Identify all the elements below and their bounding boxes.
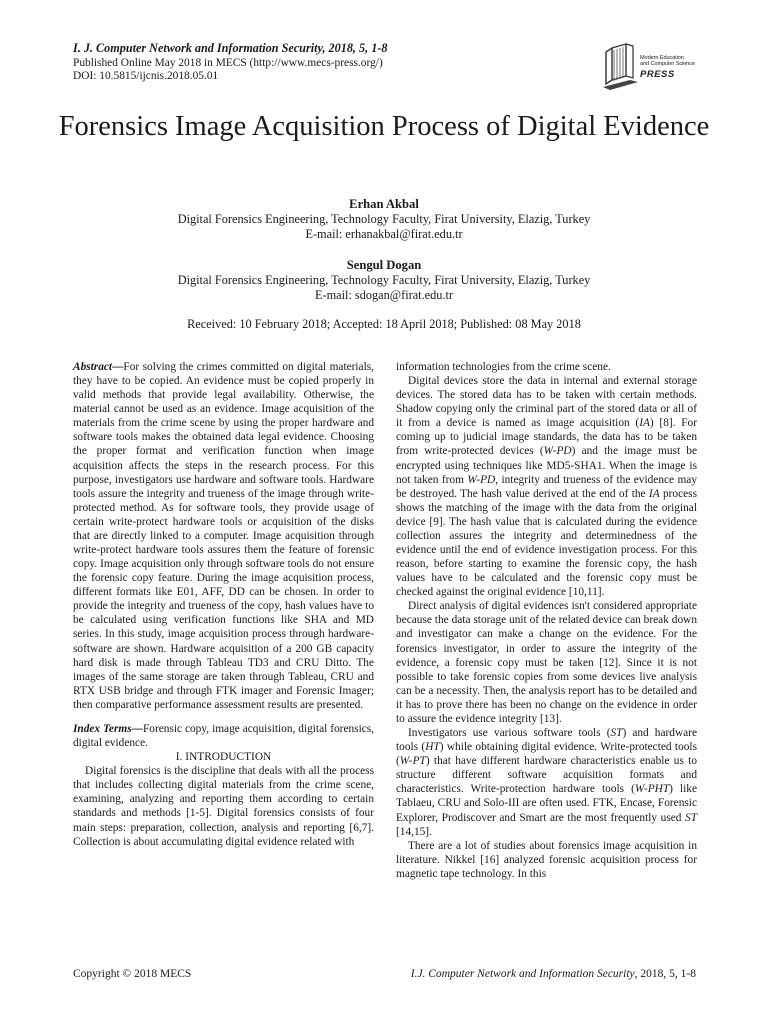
abstract-text: For solving the crimes committed on digital materials, they have to be copied. An evidence must be copied properly in valid methods that provide legal availability. Otherwise, the material cannot be used as an evidence. Image acquisition of the materials from the crime scene by using the proper hardware and software tools makes the obtained data legal evidence. Choosing the proper format and verification function when image acquisition affects the steps in the research process. For this purpose, investigators use hardware and software tools. Hardware tools assure the integrity and trueness of the image through write-protected method. As for software tools, they provide usage of certain write-protect hardware tools or acquisition of the disks that are directly linked to a computer. Image acquisition through write-protect hardware tools assures them the feature of forensic copy. Image acquisition only through software tools do not ensure the forensic copy feature. During the image acquisition process, different formats like E01, AFF, DD can be chosen. In order to provide the integrity and trueness of the copy, hash values have to be calculated using verification functions like SHA and MD series. In this study, image acquisition process through hardware-software are shown. Hardware acquisition of a 200 GB capacity hard disk is made through Tableau TD3 and CRU Ditto. The images of the same storage are taken through Tableau, CRU and RTX USB bridge and through FTK imager and Forensic Imager; then comparative performance assessment results are presented.: [73, 361, 374, 711]
abstract: Abstract—For solving the crimes committed on digital materials, they have to be copied. An evidence must be copied properly in valid methods that provide legal availability. Otherwise, the material cannot be used as an evidence. Image acquisition of the materials from the crime scene by using the proper hardware and software tools makes the obtained data legal evidence. Choosing the proper format and verification function when image acquisition affects the steps in the research process. For this purpose, investigators use hardware and software tools. Hardware tools assure the integrity and trueness of the image through write-protected method. As for software tools, they provide usage of certain write-protect hardware tools or acquisition of the disks that are directly linked to a computer. Image acquisition through write-protect hardware tools assures them the feature of forensic copy. Image acquisition only through software tools do not ensure the forensic copy feature. During the image acquisition process, different formats like E01, AFF, DD can be chosen. In order to provide the integrity and trueness of the copy, hash values have to be calculated using verification functions like SHA and MD series. In this study, image acquisition process through hardware-software are shown. Hardware acquisition of a 200 GB capacity hard disk is made through Tableau TD3 and CRU Ditto. The images of the same storage are taken through Tableau, CRU and RTX USB bridge and through FTK imager and Forensic Imager; then comparative performance assessment results are presented.: [73, 361, 374, 711]
author-block-1: [60, 197, 708, 242]
index-terms-text: Forensic copy, image acquisition, digital forensics, digital evidence.: [73, 722, 374, 750]
author-block-2: [60, 258, 708, 303]
dates-line: Received: 10 February 2018; Accepted: 18 April 2018; Published: 08 May 2018: [187, 317, 581, 331]
author-affiliation: Digital Forensics Engineering, Technology Faculty, Firat University, Elazig, Turkey: [177, 273, 591, 287]
published-line: Published Online May 2018 in MECS (http://www.mecs-press.org/): [73, 56, 383, 69]
author-name: Erhan Akbal: [349, 197, 419, 211]
intro-paragraph: Digital forensics is the discipline that deals with all the process that includes collecting digital materials from the crime scene, examining, analyzing and reporting them according to certain standards and methods [1-5]. Digital forensics consists of four main steps: preparation, collection, analysis and reporting [6,7]. Collection is about accumulating digital evidence related with: [73, 765, 374, 848]
journal-name: I. J. Computer Network and Information Security: [73, 41, 323, 55]
journal-volume: , 2018, 5, 1-8: [322, 41, 388, 55]
logo-text: Modern Education and Computer Science: [640, 55, 695, 68]
book-stack-icon: [600, 40, 642, 92]
paragraph: Direct analysis of digital evidences isn't considered appropriate because the data storage unit of the related device can break down and investigator can make a change on the evidence. For the forensics investigator, in order to assure the integrity of the evidence, a forensic copy must be taken [12]. Since it is not possible to take forensic copies from some devices live analysis can be a necessity. Then, the analysis report has to be detailed and it has to prove there has been no change on the evidence in order to assure the evidence integrity [13].: [396, 600, 697, 725]
footer-journal: I.J. Computer Network and Information Security, 2018, 5, 1-8: [410, 968, 696, 980]
index-terms-label: Index Terms: [73, 722, 132, 735]
paragraph: Digital devices store the data in internal and external storage devices. The stored data has to be taken with certain methods. Shadow copying only the criminal part of the stored data or all of it from a device is named as image acquisition (IA) [8]. For coming up to judicial image standards, the data has to be taken from write-protected devices (W-PD) and the image must be encrypted using techniques like MD5-SHA1. When the image is not taken from W-PD, integrity and trueness of the evidence may be destroyed. The hash value derived at the end of the IA process shows the matching of the image with the data from the original device [9]. The hash value that is calculated during the evidence collection assures the integrity and determinedness of the evidence until the end of evidence investigation process. For this reason, before starting to examine the forensic copy, the hash values have to be calculated and the forensic copy must be checked against the original evidence [10,11].: [396, 375, 698, 599]
author-affiliation: Digital Forensics Engineering, Technology Faculty, Firat University, Elazig, Turkey: [177, 212, 591, 226]
paragraph: There are a lot of studies about forensics image acquisition in literature. Nikkel [16] analyzed forensic acquisition process for magnetic tape technology. In this: [396, 839, 697, 880]
abstract-label: Abstract: [73, 361, 113, 373]
logo-press: PRESS: [640, 69, 675, 80]
author-email: E-mail: erhanakbal@firat.edu.tr: [305, 227, 463, 241]
author-email: E-mail: sdogan@firat.edu.tr: [314, 288, 453, 302]
paper-title: Forensics Image Acquisition Process of Digital Evidence: [58, 111, 710, 142]
journal-header: [73, 42, 493, 84]
paragraph: Investigators use various software tools (ST) and hardware tools (HT) while obtaining digital evidence. Write-protected tools (W-PT) that have different hardware characteristics enable us to structure different software acquisition formats and characteristics. Write-protection hardware tools (W-PHT) like Tablaeu, CRU and Solo-III are often used. FTK, Encase, Forensic Explorer, Prodiscover and Smart are the most frequently used ST [14,15].: [396, 727, 698, 838]
publisher-logo: [600, 40, 700, 92]
footer-copyright: Copyright © 2018 MECS: [73, 968, 192, 980]
author-name: Sengul Dogan: [346, 258, 422, 272]
paragraph: information technologies from the crime scene.: [396, 361, 611, 373]
section-heading: I. INTRODUCTION: [175, 751, 272, 764]
doi-line: DOI: 10.5815/ijcnis.2018.05.01: [73, 70, 219, 82]
index-terms: Index Terms—Forensic copy, image acquisition, digital forensics, digital evidence.: [73, 722, 374, 750]
left-column: [73, 360, 374, 849]
right-column: [396, 360, 697, 881]
